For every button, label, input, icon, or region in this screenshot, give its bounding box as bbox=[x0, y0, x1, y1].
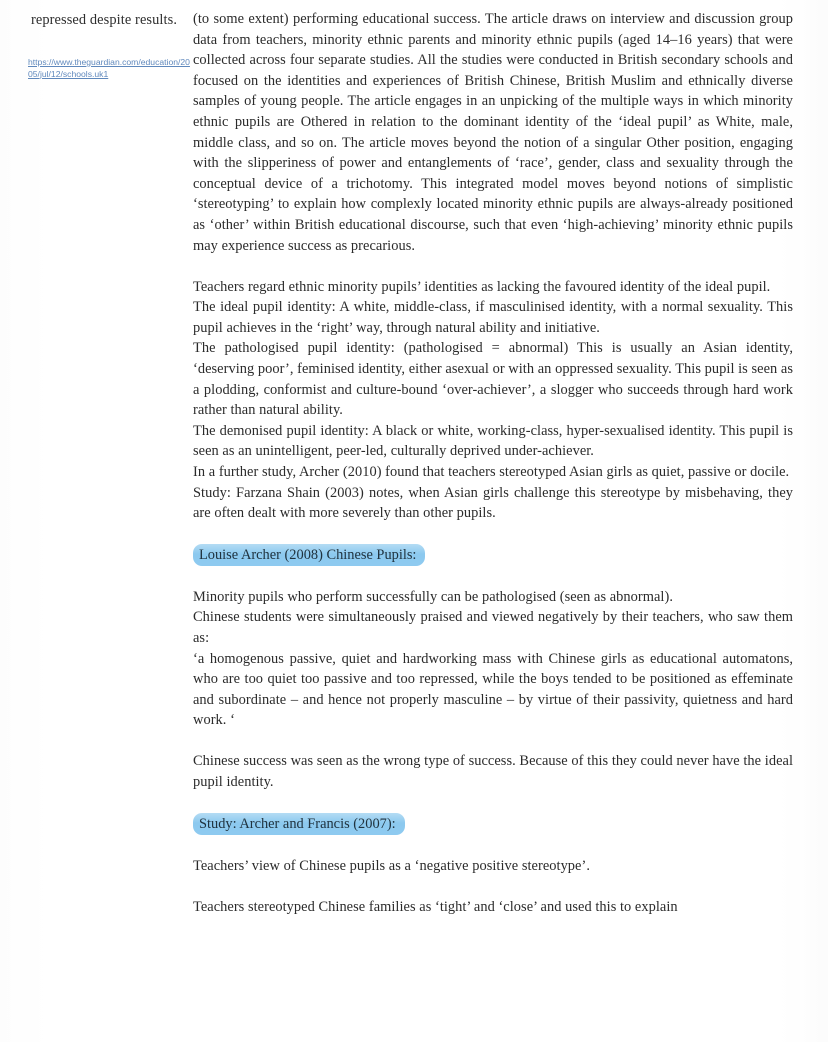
left-gutter-column bbox=[18, 10, 190, 80]
main-text-column bbox=[193, 9, 793, 917]
note-archer-2010: In a further study, Archer (2010) found that teachers stereotyped Asian girls as quiet, passive or docile. bbox=[193, 463, 790, 480]
guardian-article-link[interactable]: https://www.theguardian.com/education/2005/jul/12/schools.uk1 bbox=[28, 57, 190, 79]
paragraph-spacer bbox=[193, 793, 793, 814]
paragraph-spacer bbox=[193, 876, 793, 897]
heading-archer-francis-2007-wrapper bbox=[193, 813, 793, 835]
note-demonised-pupil-identity: The demonised pupil identity: A black or white, working-class, hyper-sexualised identity. This pupil is seen as an unintelligent, peer-led, culturally deprived under-achiever. bbox=[193, 422, 793, 460]
paragraph-spacer bbox=[193, 524, 793, 545]
note-pathologised-pupil-identity: The pathologised pupil identity: (pathologised = abnormal) This is usually an Asian identity, ‘deserving poor’, feminised identity, either asexual or with an oppressed sexuality. This pupil is seen as a plodding, conformist and culture-bound ‘over-achiever’, a slogger who succeeds through hard work rather than natural ability. bbox=[193, 340, 793, 419]
note-tight-close-families: Teachers stereotyped Chinese families as ‘tight’ and ‘close’ and used this to explain bbox=[193, 898, 678, 915]
note-shain-2003: Study: Farzana Shain (2003) notes, when Asian girls challenge this stereotype by misbehaving, they are often dealt with more severely than other pupils. bbox=[193, 484, 793, 522]
paragraph-spacer bbox=[193, 256, 793, 277]
note-chinese-students: Chinese students were simultaneously praised and viewed negatively by their teachers, who saw them as: bbox=[193, 609, 793, 646]
note-teachers-regard: Teachers regard ethnic minority pupils’ identities as lacking the favoured identity of the ideal pupil. bbox=[193, 278, 771, 295]
heading-archer-francis-2007: Study: Archer and Francis (2007): bbox=[193, 813, 405, 835]
heading-archer-2008: Louise Archer (2008) Chinese Pupils: bbox=[193, 544, 425, 566]
note-negative-positive-stereotype: Teachers’ view of Chinese pupils as a ‘negative positive stereotype’. bbox=[193, 857, 590, 874]
paragraph-spacer bbox=[193, 835, 793, 856]
quote-homogenous-mass: ‘a homogenous passive, quiet and hardworking mass with Chinese girls as educational automatons, who are too quiet too passive and too repressed, while the boys tended to be positioned as effeminate and subordinate – and hence not properly masculine – by virtue of their passivity, quietness and hard work. ‘ bbox=[193, 650, 793, 729]
paragraph-abstract: (to some extent) performing educational success. The article draws on interview and discussion group data from teachers, minority ethnic parents and minority ethnic pupils (aged 14–16 years) that were collected across four separate studies. All the studies were conducted in British secondary schools and focused on the identities and experiences of British Chinese, British Muslim and ethnically diverse samples of young people. The article engages in an unpicking of the multiple ways in which minority ethnic pupils are Othered in relation to the dominant identity of the ‘ideal pupil’ as White, male, middle class, and so on. The article moves beyond the notion of a singular Other position, engaging with the slipperiness of power and entanglements of ‘race’, gender, class and sexuality through the conceptual device of a trichotomy. This integrated model moves beyond notions of simplistic ‘stereotyping’ to explain how complexly located minority ethnic pupils are always-already positioned as ‘other’ within British educational discourse, such that even ‘high-achieving’ minority ethnic pupils may experience success as precarious. bbox=[193, 11, 793, 254]
note-wrong-type-of-success: Chinese success was seen as the wrong type of success. Because of this they could never have the ideal pupil identity. bbox=[193, 753, 793, 790]
note-minority-pathologised: Minority pupils who perform successfully can be pathologised (seen as abnormal). bbox=[193, 588, 673, 605]
carry-over-text: repressed despite results. bbox=[30, 12, 178, 28]
heading-archer-2008-wrapper bbox=[193, 544, 793, 566]
note-ideal-pupil-identity: The ideal pupil identity: A white, middle-class, if masculinised identity, with a normal sexuality. This pupil achieves in the ‘right’ way, through natural ability and initiative. bbox=[193, 299, 793, 336]
paragraph-spacer bbox=[193, 566, 793, 587]
paragraph-spacer bbox=[193, 731, 793, 752]
